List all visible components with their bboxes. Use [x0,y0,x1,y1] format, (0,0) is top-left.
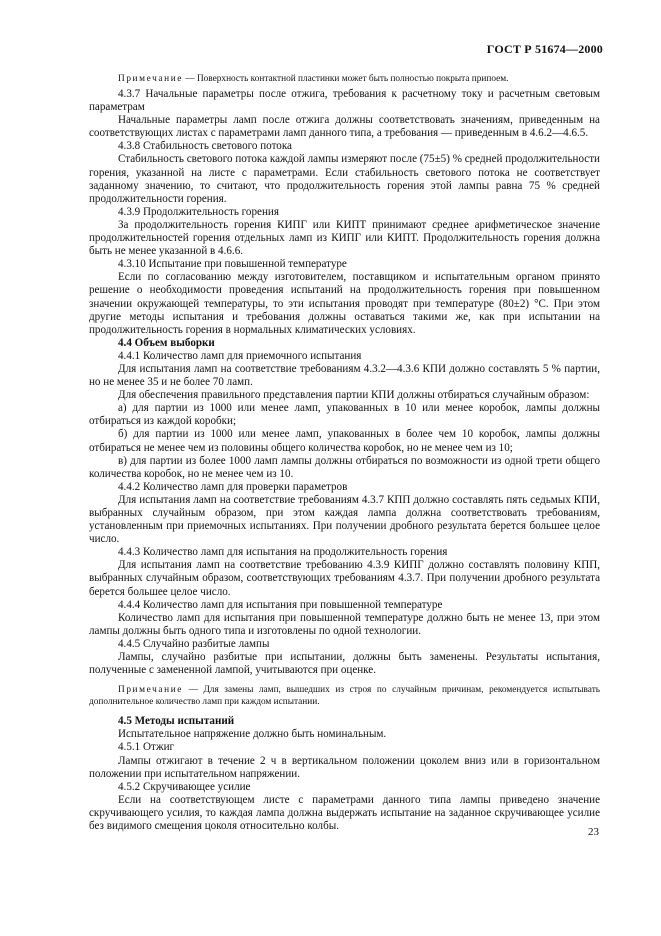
document-id-header: ГОСТ Р 51674—2000 [486,42,603,56]
body-paragraph: 4.3.10 Испытание при повышенной температуре [118,258,347,271]
body-paragraph: Лампы, случайно разбитые при испытании, должны быть заменены. Результаты испытания, полученные с замененной лампой, учитываются при оценке. [89,651,600,677]
body-paragraph: 4.5.1 Отжиг [118,741,175,754]
body-paragraph: 4.4.5 Случайно разбитые лампы [118,637,270,650]
note-text: — Для замены ламп, вышедших из строя по случайным причинам, рекомендуется испытывать дополнительное количество ламп при каждом испытании. [89,685,600,708]
body-paragraph: а) для партии из 1000 или менее ламп, упакованных в 10 или менее коробок, лампы должны отбираться из каждой коробки; [89,402,600,428]
note-label: Примечание [118,685,183,696]
body-paragraph: 4.4.3 Количество ламп для испытания на продолжительность горения [118,546,448,559]
body-paragraph: 4.3.7 Начальные параметры после отжига, требования к расчетному току и расчетным световым параметрам [89,88,600,114]
body-paragraph: Для испытания ламп на соответствие требованию 4.3.9 КИПГ должно составлять половину КПП, выбранных случайным образом, соответствующих требованиям 4.3.7. При получении дробного результата берется большее целое число. [89,559,600,598]
body-paragraph: Начальные параметры ламп после отжига должны соответствовать значениям, приведенным на соответствующих листах с параметрами ламп данного типа, а требования — приведенным в 4.6.2—4.6.5. [89,114,600,140]
body-paragraph: 4.3.9 Продолжительность горения [118,205,279,218]
body-paragraph: Стабильность светового потока каждой лампы измеряют после (75±5) % средней продолжительности горения, указанной на листе с параметрами. Если стабильность светового потока не соответствует заданному значению, то считают, что продолжительность горения этой лампы равна 75 % средней продолжительности горения. [89,153,600,205]
body-paragraph: Количество ламп для испытания при повышенной температуре должно быть не менее 13, при этом лампы должны быть одного типа и изготовлены по одной технологии. [89,611,600,637]
body-paragraph: 4.3.8 Стабильность светового потока [118,140,292,153]
body-paragraph: 4.4.1 Количество ламп для приемочного испытания [118,349,362,362]
body-paragraph: в) для партии из более 1000 ламп лампы должны отбираться по возможности из одной трети общего количества коробок, но не менее чем из 10. [89,454,600,480]
body-paragraph: Для обеспечения правильного представления партии КПИ должны отбираться случайным образом: [118,389,590,402]
body-paragraph: 4.5.2 Скручивающее усилие [118,780,251,793]
body-paragraph: Лампы отжигают в течение 2 ч в вертикальном положении цоколем вниз или в горизонтальном положении при испытательном напряжении. [89,754,600,780]
note-label: Примечание [118,74,183,84]
body-paragraph: 4.4.4 Количество ламп для испытания при повышенной температуре [118,598,443,611]
body-paragraph: Для испытания ламп на соответствие требованиям 4.3.2—4.3.6 КПИ должно составлять 5 % партии, но не менее 35 и не более 70 ламп. [89,362,600,389]
body-paragraph: Для испытания ламп на соответствие требованиям 4.3.7 КПП должно составлять пять седьмых КПИ, выбранных случайным образом, при этом каждая лампа должна соответствовать требованиям, установленным при приемочных испытаниях. При получении дробного результата берется большее целое число. [89,493,600,546]
page-number: 23 [588,826,599,838]
note-text: — Поверхность контактной пластинки может быть полностью покрыта припоем. [183,74,509,84]
body-paragraph: Если по согласованию между изготовителем, поставщиком и испытательным органом принято решение о необходимости проведения испытаний на продолжительность горения при повышенном значении окружающей температуры, то эти испытания проводят при температуре (80±2) °С. При этом другие методы испытания и требования должны оставаться такими же, как при испытании на продолжительность горения в нормальных климатических условиях. [89,271,600,336]
note-paragraph [89,73,600,85]
note-paragraph [89,684,600,708]
document-body [89,70,600,833]
body-paragraph: За продолжительность горения КИПГ или КИПТ принимают среднее арифметическое значение продолжительностей горения отдельных ламп из КИПГ или КИПТ. Продолжительность горения должна быть не менее указанной в 4.6.6. [89,218,600,258]
body-paragraph: 4.4.2 Количество ламп для проверки параметров [118,480,348,493]
section-heading: 4.5 Методы испытаний [118,715,235,728]
section-heading: 4.4 Объем выборки [118,336,215,349]
body-paragraph: Если на соответствующем листе с параметрами данного типа лампы приведено значение скручивающего усилия, то каждая лампа должна выдержать испытание на заданное скручивающее усилие без видимого смещения цоколя относительно колбы. [89,793,600,832]
body-paragraph: б) для партии из 1000 или менее ламп, упакованных в более чем 10 коробок, лампы должны отбираться не менее чем из половины общего количества коробок, но не менее чем из 10; [89,428,600,454]
body-paragraph: Испытательное напряжение должно быть номинальным. [118,728,387,741]
